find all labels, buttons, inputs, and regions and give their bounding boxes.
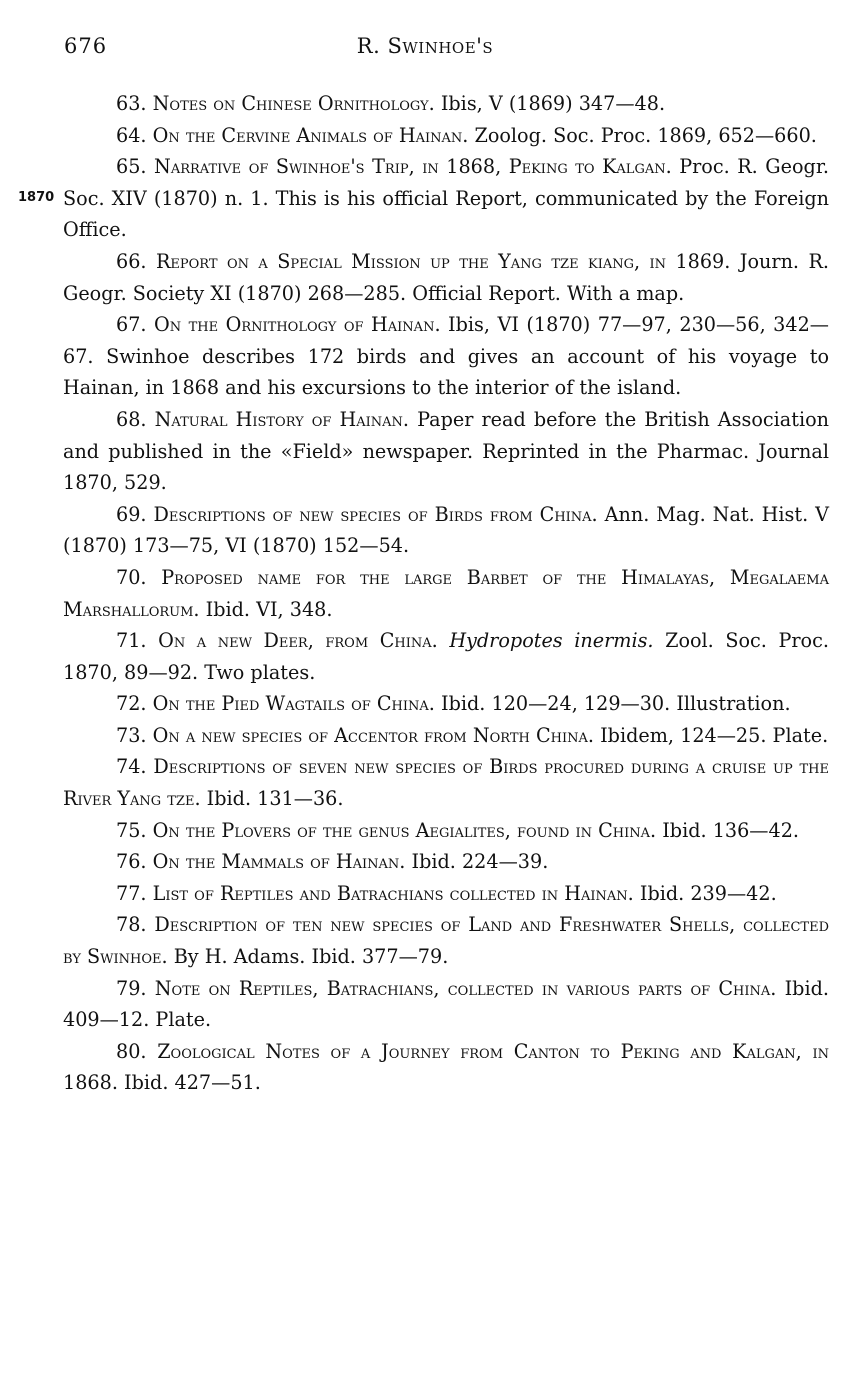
entry-citation: Paper read before the British Association and published in the «Field» newspaper. Reprinted in the Pharmac. Journal 1870, 529. (63, 407, 829, 495)
entry-number: 63. (116, 92, 147, 115)
bibliography-entry (63, 720, 829, 752)
bibliography-entry (63, 751, 829, 814)
entry-title: Narrative of Swinhoe's Trip, in 1868, Peking to Kalgan. (154, 155, 672, 179)
entry-citation: Ann. Mag. Nat. Hist. V (1870) 173—75, VI (1870) 152—54. (63, 502, 830, 558)
entry-number: 65. (116, 155, 147, 179)
entry-title: On the Ornithology of Hainan. (154, 313, 441, 337)
entry-title: List of Reptiles and Batrachians collected in Hainan. (152, 881, 634, 905)
bibliography-list (63, 88, 829, 1099)
entry-title: On the Cervine Animals of Hainan. (152, 123, 469, 147)
entry-number: 67. (116, 313, 147, 337)
entry-citation: Ibid. 136—42. (656, 818, 800, 842)
entry-number: 77. (116, 881, 147, 905)
entry-citation: Ibid. VI, 348. (199, 597, 333, 621)
entry-citation: Ibid. 120—24, 129—30. Illustration. (434, 692, 791, 716)
entry-number: 74. (116, 755, 147, 779)
bibliography-entry (63, 688, 829, 720)
bibliography-entry (63, 120, 829, 152)
bibliography-entry (63, 909, 829, 972)
running-head: R. Swinhoe's (356, 34, 494, 58)
margin-year-note: 1870 (18, 190, 55, 205)
entry-citation: By H. Adams. Ibid. 377—79. (167, 945, 449, 969)
entry-title: Zoological Notes of a Journey from Canton to Peking and Kalgan, in 1868. (63, 1039, 829, 1095)
entry-citation: Ibid. 239—42. (633, 881, 777, 905)
entry-title: Descriptions of new species of Birds from China. (153, 502, 598, 526)
bibliography-entry (63, 499, 829, 562)
entry-title: Report on a Special Mission up the Yang tze kiang, in (155, 249, 667, 273)
entry-number: 70. (116, 565, 147, 589)
bibliography-entry (63, 246, 829, 309)
entry-citation: Zool. Soc. Proc. 1870, 89—92. Two plates. (63, 629, 829, 684)
entry-citation: Ibid. 409—12. Plate. (63, 976, 829, 1032)
bibliography-entry (63, 625, 829, 688)
entry-title: On the Pied Wagtails of China. (152, 692, 435, 716)
entry-citation: Proc. R. Geogr. Soc. XIV (1870) n. 1. This is his official Report, communicated by the Foreign Office. (63, 155, 829, 242)
entry-number: 66. (116, 249, 147, 273)
entry-title: On a new Deer, from China. (158, 629, 438, 653)
entry-number: 80. (116, 1039, 147, 1063)
entry-number: 72. (116, 692, 147, 716)
bibliography-entry (63, 878, 829, 910)
bibliography-entry (63, 309, 829, 404)
entry-citation: 1869. Journ. R. Geogr. Society XI (1870) 268—285. Official Report. With a map. (63, 249, 829, 305)
bibliography-entry (63, 88, 829, 120)
entry-citation: Ibis, VI (1870) 77—97, 230—56, 342—67. Swinhoe describes 172 birds and gives an account of his voyage to Hainan, in 1868 and his excursions to the interior of the island. (63, 313, 829, 400)
entry-number: 79. (116, 976, 147, 1000)
entry-citation: Ibid. 224—39. (405, 850, 549, 874)
entry-title: On the Plovers of the genus Aegialites, found in China. (152, 818, 657, 842)
entry-citation: Ibid. 131—36. (200, 787, 344, 811)
entry-citation: Ibid. 427—51. (117, 1071, 261, 1095)
entry-title: Notes on Chinese Ornithology. (152, 92, 435, 115)
entry-title: On the Mammals of Hainan. (152, 850, 406, 874)
bibliography-entry (63, 846, 829, 878)
entry-title: Descriptions of seven new species of Birds procured during a cruise up the River Yang tze. (63, 755, 829, 811)
bibliography-entry (63, 1036, 829, 1099)
entry-citation: Ibis, V (1869) 347—48. (434, 92, 666, 115)
entry-number: 78. (116, 913, 147, 937)
entry-number: 71. (116, 629, 147, 653)
bibliography-entry (63, 151, 829, 246)
bibliography-entry (63, 404, 829, 499)
entry-title: Description of ten new species of Land and Freshwater Shells, collected by Swinhoe. (63, 913, 829, 969)
page-number: 676 (64, 34, 108, 58)
bibliography-entry (63, 562, 829, 625)
entry-citation: Ibidem, 124—25. Plate. (593, 723, 829, 747)
entry-title: Proposed name for the large Barbet of the Himalayas, Megalaema Marshallorum. (63, 565, 829, 621)
entry-number: 73. (116, 723, 147, 747)
entry-title: Note on Reptiles, Batrachians, collected in various parts of China. (154, 976, 777, 1000)
entry-number: 76. (116, 850, 147, 874)
entry-citation: Zoolog. Soc. Proc. 1869, 652—660. (468, 123, 817, 147)
bibliography-entry (63, 973, 829, 1036)
entry-number: 64. (116, 123, 147, 147)
entry-species-name: Hydropotes inermis. (449, 629, 654, 653)
bibliography-entry (63, 815, 829, 847)
entry-number: 69. (116, 502, 147, 526)
entry-number: 68. (116, 407, 147, 431)
entry-number: 75. (116, 818, 147, 842)
entry-title: Natural History of Hainan. (154, 407, 410, 431)
entry-title: On a new species of Accentor from North China. (152, 723, 594, 747)
